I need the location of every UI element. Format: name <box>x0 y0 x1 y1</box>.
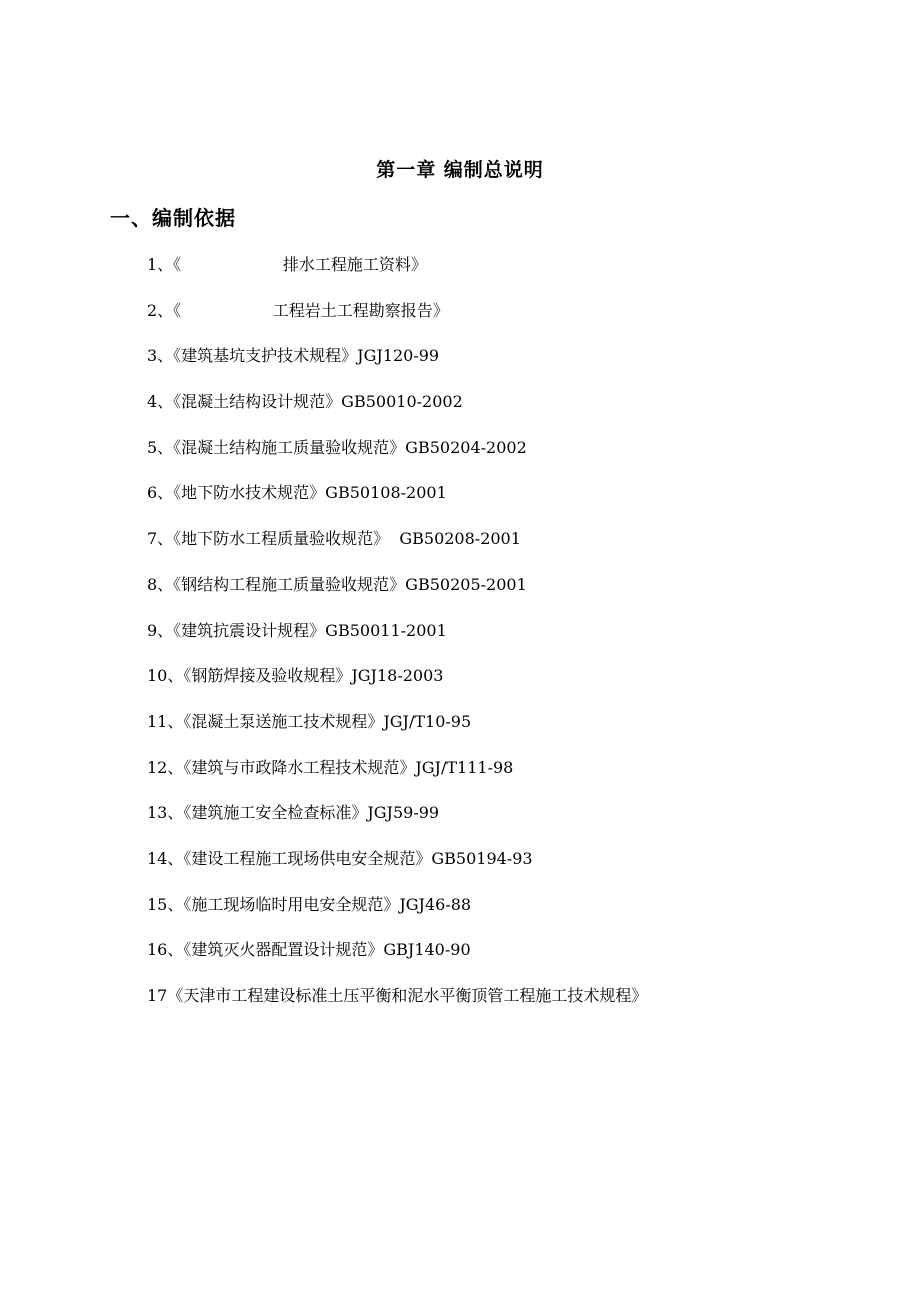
section-heading: 一、编制依据 <box>110 206 236 230</box>
reference-item: 7、《地下防水工程质量验收规范》 GB50208-2001 <box>147 529 521 549</box>
reference-item: 1、《 排水工程施工资料》 <box>147 255 427 274</box>
reference-item: 11、《混凝土泵送施工技术规程》JGJ/T10-95 <box>147 711 472 731</box>
reference-item: 13、《建筑施工安全检查标准》JGJ59-99 <box>147 803 440 823</box>
reference-item: 10、《钢筋焊接及验收规程》JGJ18-2003 <box>147 666 444 686</box>
reference-item: 4、《混凝土结构设计规范》GB50010-2002 <box>147 392 463 412</box>
reference-item: 14、《建设工程施工现场供电安全规范》GB50194-93 <box>147 848 533 868</box>
chapter-title: 第一章 编制总说明 <box>376 159 544 181</box>
reference-item: 17《天津市工程建设标准土压平衡和泥水平衡顶管工程施工技术规程》 <box>147 986 648 1005</box>
reference-item: 5、《混凝土结构施工质量验收规范》GB50204-2002 <box>147 437 527 457</box>
reference-item: 9、《建筑抗震设计规程》GB50011-2001 <box>147 620 447 640</box>
reference-item: 6、《地下防水技术规范》GB50108-2001 <box>147 483 447 503</box>
reference-item: 16、《建筑灭火器配置设计规范》GBJ140-90 <box>147 940 471 960</box>
reference-item: 15、《施工现场临时用电安全规范》JGJ46-88 <box>147 894 472 914</box>
reference-item: 3、《建筑基坑支护技术规程》JGJ120-99 <box>147 346 440 366</box>
reference-item: 12、《建筑与市政降水工程技术规范》JGJ/T111-98 <box>147 757 514 777</box>
reference-item: 8、《钢结构工程施工质量验收规范》GB50205-2001 <box>147 574 527 594</box>
reference-item: 2、《 工程岩土工程勘察报告》 <box>147 300 449 320</box>
reference-list <box>147 252 647 1029</box>
